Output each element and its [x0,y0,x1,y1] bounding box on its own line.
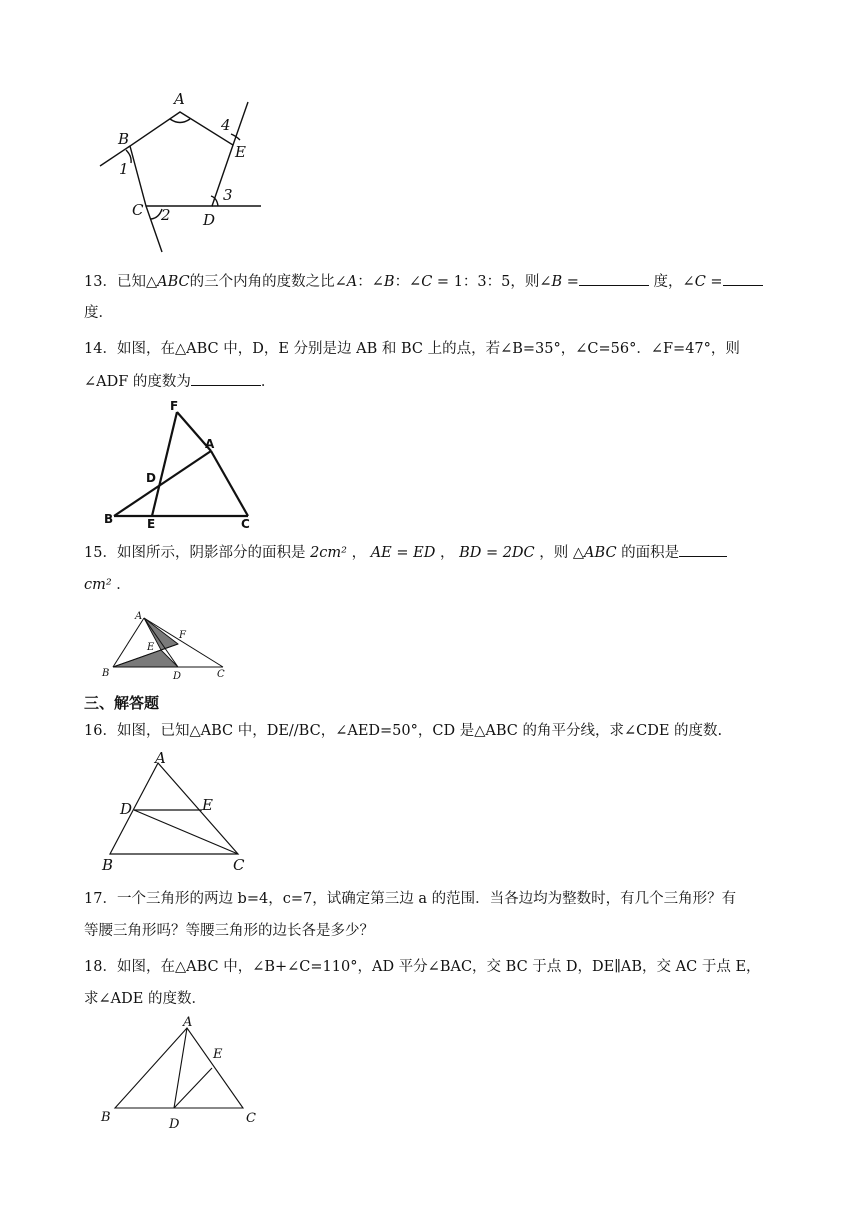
triangle-figure-16 [98,750,258,875]
answer-blank[interactable] [579,270,649,286]
vertex-label: C [217,669,225,680]
vertex-label: D [120,800,133,818]
question-14-line2: ∠ADF 的度数为 ． [84,370,778,393]
triangle-figure-14 [98,400,263,535]
answer-blank[interactable] [679,541,727,557]
question-13-line2: 度． [84,305,113,321]
angle-label: 4 [221,116,231,134]
angle-label: 3 [223,186,233,204]
angle-label: 1 [119,160,129,178]
vertex-label: B [101,1110,111,1125]
section-heading: 三、解答题 [84,694,160,712]
vertex-label: C [132,201,144,219]
vertex-label: D [146,471,156,485]
vertex-label: A [205,437,215,451]
vertex-label: E [147,517,156,531]
question-15-line2: cm² ． [84,577,131,593]
vertex-label: F [179,630,186,641]
vertex-label: E [235,143,246,161]
vertex-label: A [174,90,185,108]
vertex-label: B [118,130,130,148]
vertex-label: A [135,611,143,622]
question-18-line2: 求∠ADE 的度数． [84,991,206,1007]
pentagon-figure [95,88,270,258]
vertex-label: B [102,856,114,874]
vertex-label: F [170,400,179,413]
shaded-triangle-figure-15 [100,608,235,680]
triangle-figure-18 [95,1014,265,1139]
vertex-label: D [203,211,216,229]
vertex-label: E [202,796,213,814]
vertex-label: A [183,1015,193,1030]
question-18: 18．如图，在△ABC 中，∠B+∠C=110°，AD 平分∠BAC，交 BC 于点 D，DE∥AB，交 AC 于点 E， [84,959,761,975]
angle-label: 2 [161,206,171,224]
answer-blank[interactable] [723,270,763,286]
vertex-label: D [169,1117,180,1132]
vertex-label: C [233,856,245,874]
question-16: 16．如图，已知△ABC 中，DE//BC，∠AED=50°，CD 是△ABC 的角平分线，求∠CDE 的度数. [84,723,723,739]
question-15: 15．如图所示，阴影部分的面积是 2cm² ， AE = ED ， BD = 2DC ，则 △ABC 的面积是 [84,541,778,564]
vertex-label: B [102,668,110,679]
vertex-label: D [173,671,182,680]
vertex-label: A [155,750,166,767]
question-13: 13．已知△ABC的三个内角的度数之比∠A：∠B：∠C = 1：3：5，则∠B = 度，∠C = [84,270,778,293]
vertex-label: C [246,1111,256,1126]
vertex-label: C [241,517,250,531]
question-17: 17．一个三角形的两边 b=4，c=7，试确定第三边 a 的范围．当各边均为整数时，有几个三角形？有 [84,891,737,907]
question-14: 14．如图，在△ABC 中，D，E 分别是边 AB 和 BC 上的点，若∠B=35°，∠C=56°．∠F=47°，则 [84,341,740,357]
vertex-label: B [104,512,114,526]
vertex-label: E [213,1047,223,1062]
question-17-line2: 等腰三角形吗？等腰三角形的边长各是多少？ [84,923,374,939]
vertex-label: E [147,642,155,653]
answer-blank[interactable] [191,370,261,386]
